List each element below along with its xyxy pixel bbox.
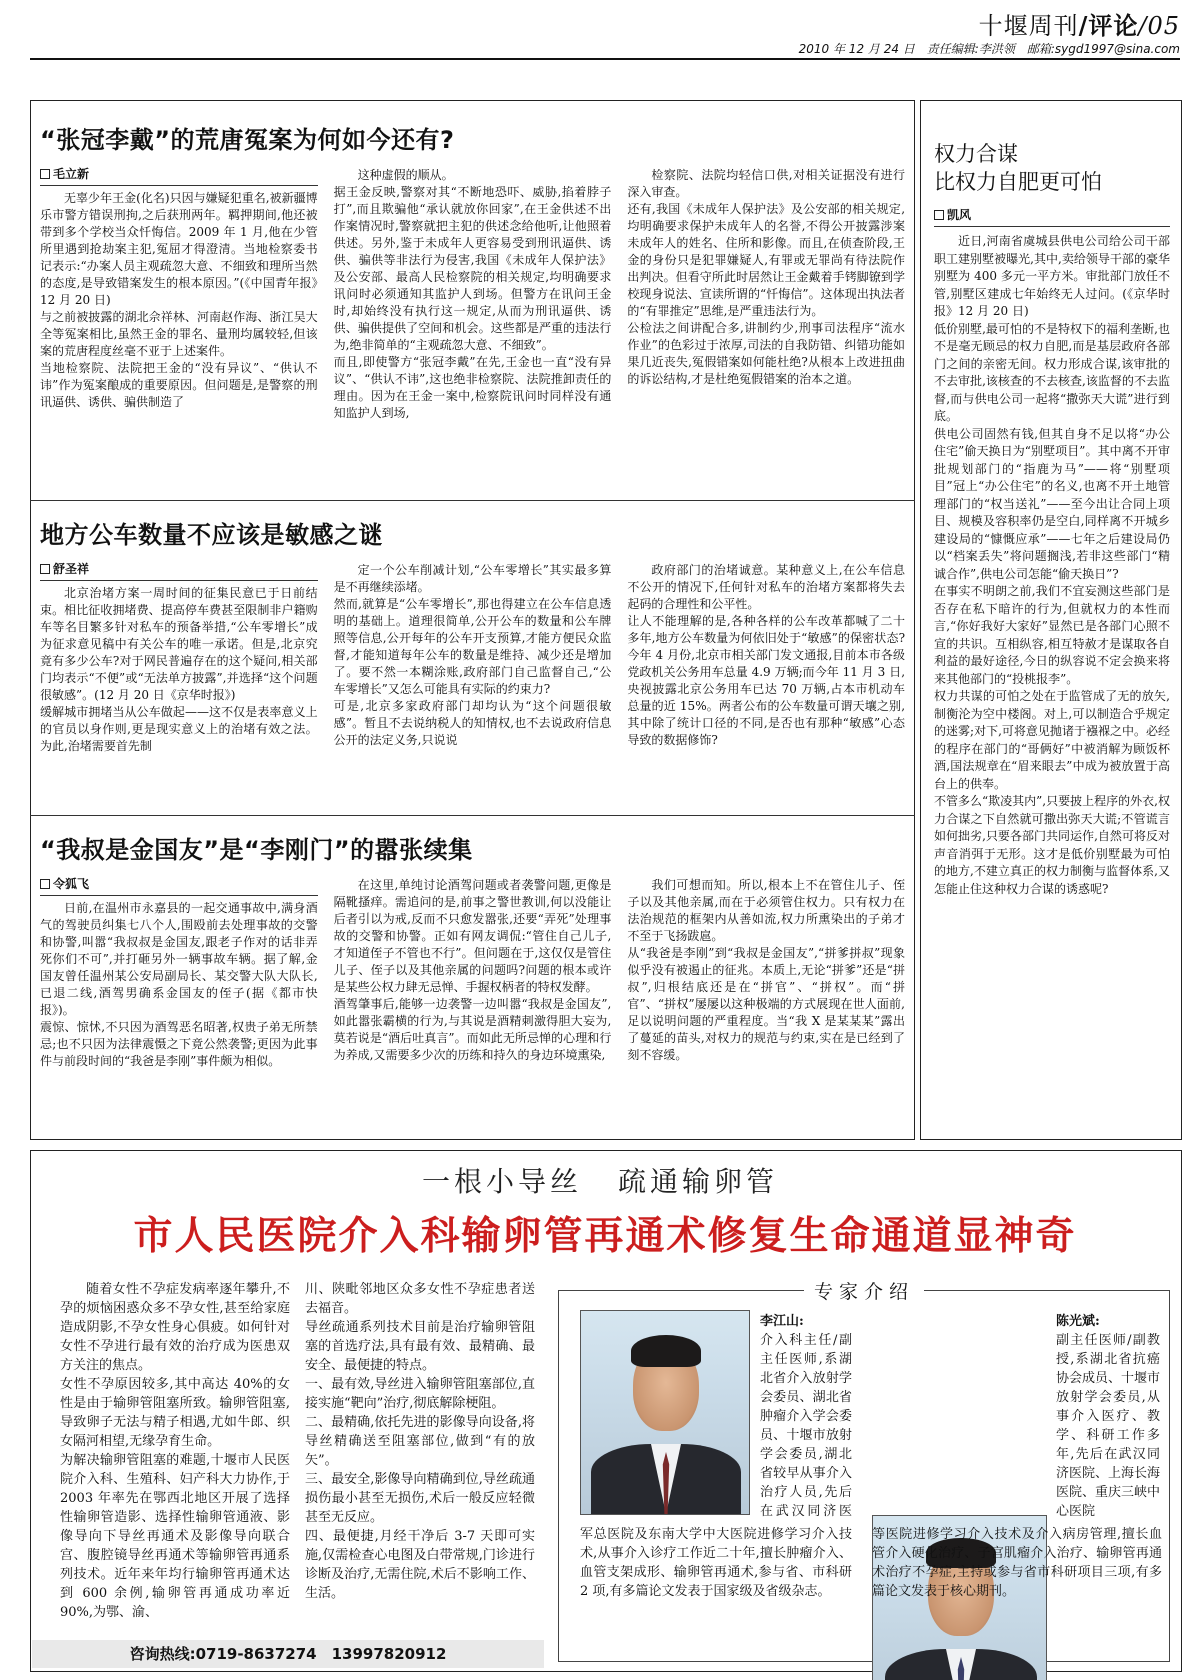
column-text: 定一个公车削减计划,“公车零增长”其实最多算是不再继续添堵。 然而,就算是“公车零增长”,那也得建立在公车信息透明的基础上。道理很简单,公开公车的数量和公车牌照等信息,公开每年的公车开支预算,才能方便民众监督,才能知道每年公车的数量是维持、减少还是增加了。要不然一本糊涂账,政府部门自己监督自己,“公车零增长”又怎么可能具有实际的约束力? 可是,北京多家政府部门却均认为“这个问题很敏感”。暂且不去说纳税人的知情权,也不去说政府信息公开的法定义务,只说说 — [333, 563, 612, 747]
article-2 — [40, 515, 905, 820]
author-name: 舒圣祥 — [53, 562, 90, 576]
author-name: 毛立新 — [53, 167, 90, 181]
article-column — [334, 875, 612, 1121]
column-text: 我们可想而知。所以,根本上不在管住儿子、侄子以及其他亲属,而在于必须管住权力。只有权力在法治规范的框架内从善如流,权力所熏染出的子弟才不至于飞扬跋扈。 从“我爸是李刚”到“我叔是金国友”,“拼爹拼叔”现象似乎没有被遏止的征兆。本质上,无论“拼爹”还是“拼叔”,归根结底还是在“拼官”、“拼权”。而“拼官”、“拼权”屡屡以这种极端的方式展现在世人面前,足以说明问题的严重程度。当“我 X 是某某某”露出了蔓延的苗头,对权力的规范与约束,实在是已经到了刻不容缓。 — [627, 878, 906, 1062]
article-3 — [40, 830, 905, 1130]
expert-2-details: 等医院进修学习介入技术及介入病房管理,擅长血管介入硬化治疗、子宫肌瘤介入治疗、输卵管再通术治疗不孕症,主持或参与省市科研项目三项,有多篇论文发表于核心期刊。 — [872, 1527, 1162, 1599]
expert-1-bottom — [580, 1525, 852, 1653]
column-text: 日前,在温州市永嘉县的一起交通事故中,满身酒气的驾驶员纠集七八个人,围殴前去处理事故的交警和协警,叫嚣“我叔叔是金国友,跟老子作对的话非弄死你们不可”,并打砸另外一辆事故车辆。据了解,金国友曾任温州某公安局副局长、某交警大队大队长,已退二线,酒驾男确系金国友的侄子(据《都市快报》)。 震惊、惊怵,不只因为酒驾恶名昭著,权贵子弟无所禁忌;也不只因为法律震慑之下竟公然袭警;更因为此事件与前段时间的“我爸是李刚”事件颇为相似。 — [40, 901, 318, 1068]
header-rule — [30, 58, 1180, 60]
expert-1-intro: 介入科主任/副主任医师,系湖北省介入放射学会委员、湖北省肿瘤介入学会委员、十堰市放射学会委员,湖北省较早从事介入治疗人员,先后在武汉同济医 — [760, 1333, 852, 1519]
hotline-numbers: 0719-8637274 13997820912 — [195, 1645, 447, 1663]
hotline-label: 咨询热线: — [129, 1645, 196, 1663]
author-name: 令狐飞 — [53, 877, 90, 891]
article-divider — [30, 500, 915, 501]
expert-2-intro: 副主任医师/副教授,系湖北省抗癌协会成员、十堰市放射学会委员,从事介入医疗、教学、科研工作多年,先后在武汉同济医院、上海长海医院、重庆三峡中心医院 — [1056, 1333, 1160, 1519]
column-text: 这种虚假的顺从。 据王金反映,警察对其“不断地恐吓、威胁,掐着脖子打”,而且欺骗他“承认就放你回家”,在王金供述不出作案情况时,警察就把主犯的供述念给他听,让他照着供述。另外,鉴于未成年人更容易受到刑讯逼供、诱供、骗供等非法行为侵害,我国《未成年人保护法》及公安部、最高人民检察院的相关规定,均明确要求讯问时必须通知其监护人到场。但警方在讯问王金时,却始终没有执行这一规定,从而为刑讯逼供、诱供、骗供提供了空间和机会。这些都是严重的违法行为,绝非简单的“主观疏忽大意、不细致”。 而且,即使警方“张冠李戴”在先,王金也一直“没有异议”、“供认不讳”,这也绝非检察院、法院推卸责任的理由。因为在王金一案中,检察院讯问时同样没有通知监护人到场, — [333, 168, 612, 420]
issue-info: 2010 年 12 月 24 日 责任编辑:李洪领 邮箱:sygd1997@sina.com — [798, 42, 1180, 56]
byline-rule — [40, 895, 318, 896]
hair-shape — [631, 1335, 701, 1367]
expert-2-name: 陈光斌: — [1056, 1314, 1100, 1329]
byline-rule — [934, 226, 1170, 227]
byline — [40, 165, 318, 182]
sidebar-title-line-2: 比权力自肥更可怕 — [934, 170, 1102, 194]
ad-subtitle — [0, 1160, 1200, 1200]
article-column — [627, 165, 905, 480]
ad-subtitle-left: 一根小导丝 — [421, 1165, 582, 1198]
expert-1-details: 军总医院及东南大学中大医院进修学习介入技术,从事介入诊疗工作近二十年,擅长肿瘤介入、血管支架成形、输卵管再通术,参与省、市科研 2 项,有多篇论文发表于国家级及省级杂志。 — [580, 1527, 852, 1599]
article-divider — [30, 815, 915, 816]
byline — [40, 560, 318, 577]
column-text: 政府部门的治堵诚意。某种意义上,在公车信息不公开的情况下,任何针对私车的治堵方案都将失去起码的合理性和公平性。 让人不能理解的是,各种各样的公车改革都喊了二十多年,地方公车数量为何依旧处于“敏感”的保密状态?今年 4 月份,北京市相关部门发文通报,目前本市各级党政机关公务用车总量 4.9 万辆;而今年 11 月 3 日,央视披露北京公务用车已达 70 万辆,占本市机动车总量的近 15%。两者公布的公车数量可谓天壤之别,其中除了统计口径的不同,是否也有那种“敏感”心态导致的数据修饰? — [627, 563, 906, 747]
article-column — [40, 190, 318, 480]
article-column — [627, 560, 905, 808]
sidebar-title-line-1: 权力合谋 — [934, 142, 1018, 166]
expert-heading: 专家介绍 — [804, 1281, 924, 1303]
byline — [40, 875, 318, 892]
expert-heading-wrap — [758, 1277, 970, 1304]
byline-box-icon — [40, 879, 50, 889]
sidebar-article — [934, 140, 1170, 1130]
expert-1-photo — [580, 1310, 750, 1515]
article-column — [334, 165, 612, 480]
expert-1-side — [760, 1312, 852, 1522]
article-column — [40, 585, 318, 807]
byline-box-icon — [40, 564, 50, 574]
column-text: 检察院、法院均轻信口供,对相关证据没有进行深入审查。 还有,我国《未成年人保护法》及公安部的相关规定,均明确要求保护未成年人的名誉,不得公开披露涉案未成年人的姓名、住所和影像。而且,在侦查阶段,王金的身份只是犯罪嫌疑人,有罪或无罪尚有待法院作出判决。但看守所此时居然让王金戴着手铐脚镣到学校现身说法、宣读所谓的“忏悔信”。这体现出执法者的“有罪推定”思维,是严重违法行为。 公检法之间讲配合多,讲制约少,刑事司法程序“流水作业”的色彩过于浓厚,司法的自我防错、纠错功能如果几近丧失,冤假错案如何能杜绝?从根本上改进扭曲的诉讼结构,才是杜绝冤假错案的治本之道。 — [627, 168, 906, 386]
expert-2-side — [1056, 1312, 1160, 1522]
column-text: 在这里,单纯讨论酒驾问题或者袭警问题,更像是隔靴搔痒。需追问的是,前事之警世教训,何以没能让后者引以为戒,反而不只愈发嚣张,还要“弄死”处理事故的交警和协警。正如有网友调侃:“管住自己儿子,才知道侄子不管也不行”。但问题在于,这仅仅是管住儿子、侄子以及其他亲属的问题吗?问题的根本或许是某些公权力肆无忌惮、手握权柄者的特权发酵。 酒驾肇事后,能够一边袭警一边叫嚣“我叔是金国友”,如此嚣张霸横的行为,与其说是酒精刺激得胆大妄为,莫若说是“酒后吐真言”。而如此无所忌惮的心理和行为养成,又需要多少次的历练和持久的身边环境熏染, — [333, 878, 612, 1062]
expert-2-bottom — [872, 1525, 1162, 1653]
author-name: 凯风 — [947, 208, 972, 222]
ad-subtitle-right: 疏通输卵管 — [618, 1165, 779, 1198]
column-text: 北京治堵方案一周时间的征集民意已于日前结束。相比征收拥堵费、提高停车费甚至限制非户籍购车等名目繁多针对私车的预备举措,“公车零增长”成为征求意见稿中有关公车的唯一承诺。但是,北京究竟有多少公车?对于网民普遍存在的这个疑问,相关部门均表示“不便”或“无法单方披露”,并选择“这个问题很敏感”。(12 月 20 日《京华时报》) 缓解城市拥堵当从公车做起——这不仅是表率意义上的官员以身作则,更是现实意义上的治堵有效之法。为此,治堵需要首先制 — [40, 586, 318, 753]
byline-box-icon — [934, 210, 944, 220]
paper-name: 十堰周刊 — [978, 12, 1079, 40]
masthead — [979, 6, 1180, 41]
ad-title: 市人民医院介入科输卵管再通术修复生命通道显神奇 — [133, 1214, 1077, 1259]
article-1 — [40, 120, 905, 495]
ad-text: 随着女性不孕症发病率逐年攀升,不孕的烦恼困惑众多不孕女性,甚至给家庭造成阴影,不孕女性身心俱疲。如何针对女性不孕进行最有效的治疗成为医患双方关注的焦点。 女性不孕原因较多,其中高达 40%的女性是由于输卵管阻塞所致。输卵管阻塞,导致卵子无法与精子相遇,尤如牛郎、织女隔河相望,无缘孕育生命。 为解决输卵管阻塞的难题,十堰市人民医院介入科、生殖科、妇产科大力协作,于 2003 年率先在鄂西北地区开展了选择性输卵管造影、选择性输卵管通液、影像导向下导丝再通术及影像导向联合宫、腹腔镜导丝再通术等输卵管再通系列技术。近年来年均行输卵管再通术达到 600 余例,输卵管再通成功率近 90%,为鄂、渝、 — [60, 1282, 290, 1620]
article-title: “张冠李戴”的荒唐冤案为何如今还有? — [40, 126, 455, 154]
ad-text: 川、陕毗邻地区众多女性不孕症患者送去福音。 导丝疏通系列技术目前是治疗输卵管阻塞的首选疗法,具有最有效、最精确、最安全、最便捷的特点。 一、最有效,导丝进入输卵管阻塞部位,直接实施“靶向”治疗,彻底解除梗阻。 二、最精确,依托先进的影像导向设备,将导丝精确送至阻塞部位,做到“有的放矢”。 三、最安全,影像导向精确到位,导丝疏通损伤最小甚至无损伤,术后一般反应轻微甚至无反应。 四、最便捷,月经干净后 3-7 天即可实施,仅需检查心电图及白带常规,门诊进行诊断及治疗,无需住院,术后不影响工作、生活。 — [305, 1282, 535, 1601]
article-column — [334, 560, 612, 808]
section-name: 评论 — [1088, 11, 1139, 40]
byline-box-icon — [40, 169, 50, 179]
column-text: 无辜少年王金(化名)只因与嫌疑犯重名,被新疆博乐市警方错误刑拘,之后获刑两年。羁押期间,他还被带到多个学校当众忏悔信。2009 年 1 月,他在少管所里遇到抢劫案主犯,冤屈才得澄清。当地检察委书记表示:“办案人员主观疏忽大意、不细致和理所当然的态度,是导致错案发生的根本原因。”(《中国青年报》12 月 20 日) 与之前被披露的湖北佘祥林、河南赵作海、浙江吴大全等冤案相比,虽然王金的罪名、量刑均属较轻,但该案的荒唐程度丝毫不亚于上述案件。 当地检察院、法院把王金的“没有异议”、“供认不讳”作为冤案酿成的重要原因。但问题是,是警察的刑讯逼供、诱供、骗供制造了 — [40, 191, 318, 409]
article-column — [627, 875, 905, 1121]
article-column — [40, 900, 318, 1120]
hotline-bar — [32, 1640, 544, 1668]
article-title: “我叔是金国友”是“李刚门”的嚣张续集 — [40, 836, 473, 864]
byline-rule — [40, 185, 318, 186]
article-title: 地方公车数量不应该是敏感之谜 — [40, 521, 383, 549]
sidebar-text — [934, 233, 1170, 1093]
byline — [934, 206, 1170, 223]
byline-rule — [40, 580, 318, 581]
ad-column-1 — [60, 1280, 290, 1625]
page-number: /05 — [1138, 12, 1180, 40]
expert-1-name: 李江山: — [760, 1314, 804, 1329]
ad-column-2 — [305, 1280, 535, 1625]
masthead-separator: / — [1078, 11, 1089, 40]
column-text: 近日,河南省虞城县供电公司给公司干部职工建别墅被曝光,其中,卖给领导干部的豪华别墅为 400 多元一平方米。审批部门放任不管,别墅区建成七年始终无人过问。(《京华时报》12 月 20 日) 低价别墅,最可怕的不是特权下的福利垄断,也不是毫无顾忌的权力自肥,而是基层政府各部门之间的亲密无间。权力形成合谋,该审批的不去审批,该核查的不去核查,该监督的不去监督,而与供电公司一起将“撒弥天大谎”进行到底。 供电公司固然有钱,但其自身不足以将“办公住宅”偷天换日为“别墅项目”。其中离不开审批规划部门的“指鹿为马”——将“别墅项目”冠上“办公住宅”的名义,也离不开土地管理部门的“权当送礼”——至今出让合同上项目、规模及容积率仍是空白,同样离不开城乡建设局的“慷慨应承”——七年之后建设局仍以“档案丢失”将问题搁浅,若非这些部门“精诚合作”,供电公司怎能“偷天换日”? 在事实不明朗之前,我们不宜妄测这些部门是否存在私下暗许的行为,但就权力的本性而言,“你好我好大家好”显然已是各部门心照不宣的共识。互相纵容,相互特赦才是谋取各自利益的最好途径,今日的纵容说不定会换来将来其他部门的“投桃报李”。 权力共谋的可怕之处在于监管成了无的放矢,制衡沦为空中楼阁。对上,可以制造合乎规定的迷雾;对下,可将意见抛诸于襁褓之中。必经的程序在部门的“哥俩好”中被消解为顾饭杯酒,国法规章在“眉来眼去”中成为被放置于高台上的供奉。 不管多么“欺凌其内”,只要披上程序的外衣,权力合谋之下自然就可撒出弥天大谎;不管谎言如何拙劣,只要各部门共同运作,自然可将反对声音消弭于无形。这才是低价别墅最为可怕的地方,不建立真正的权力制衡与监督体系,又怎能止住这种权力合谋的诱惑呢? — [934, 234, 1170, 896]
